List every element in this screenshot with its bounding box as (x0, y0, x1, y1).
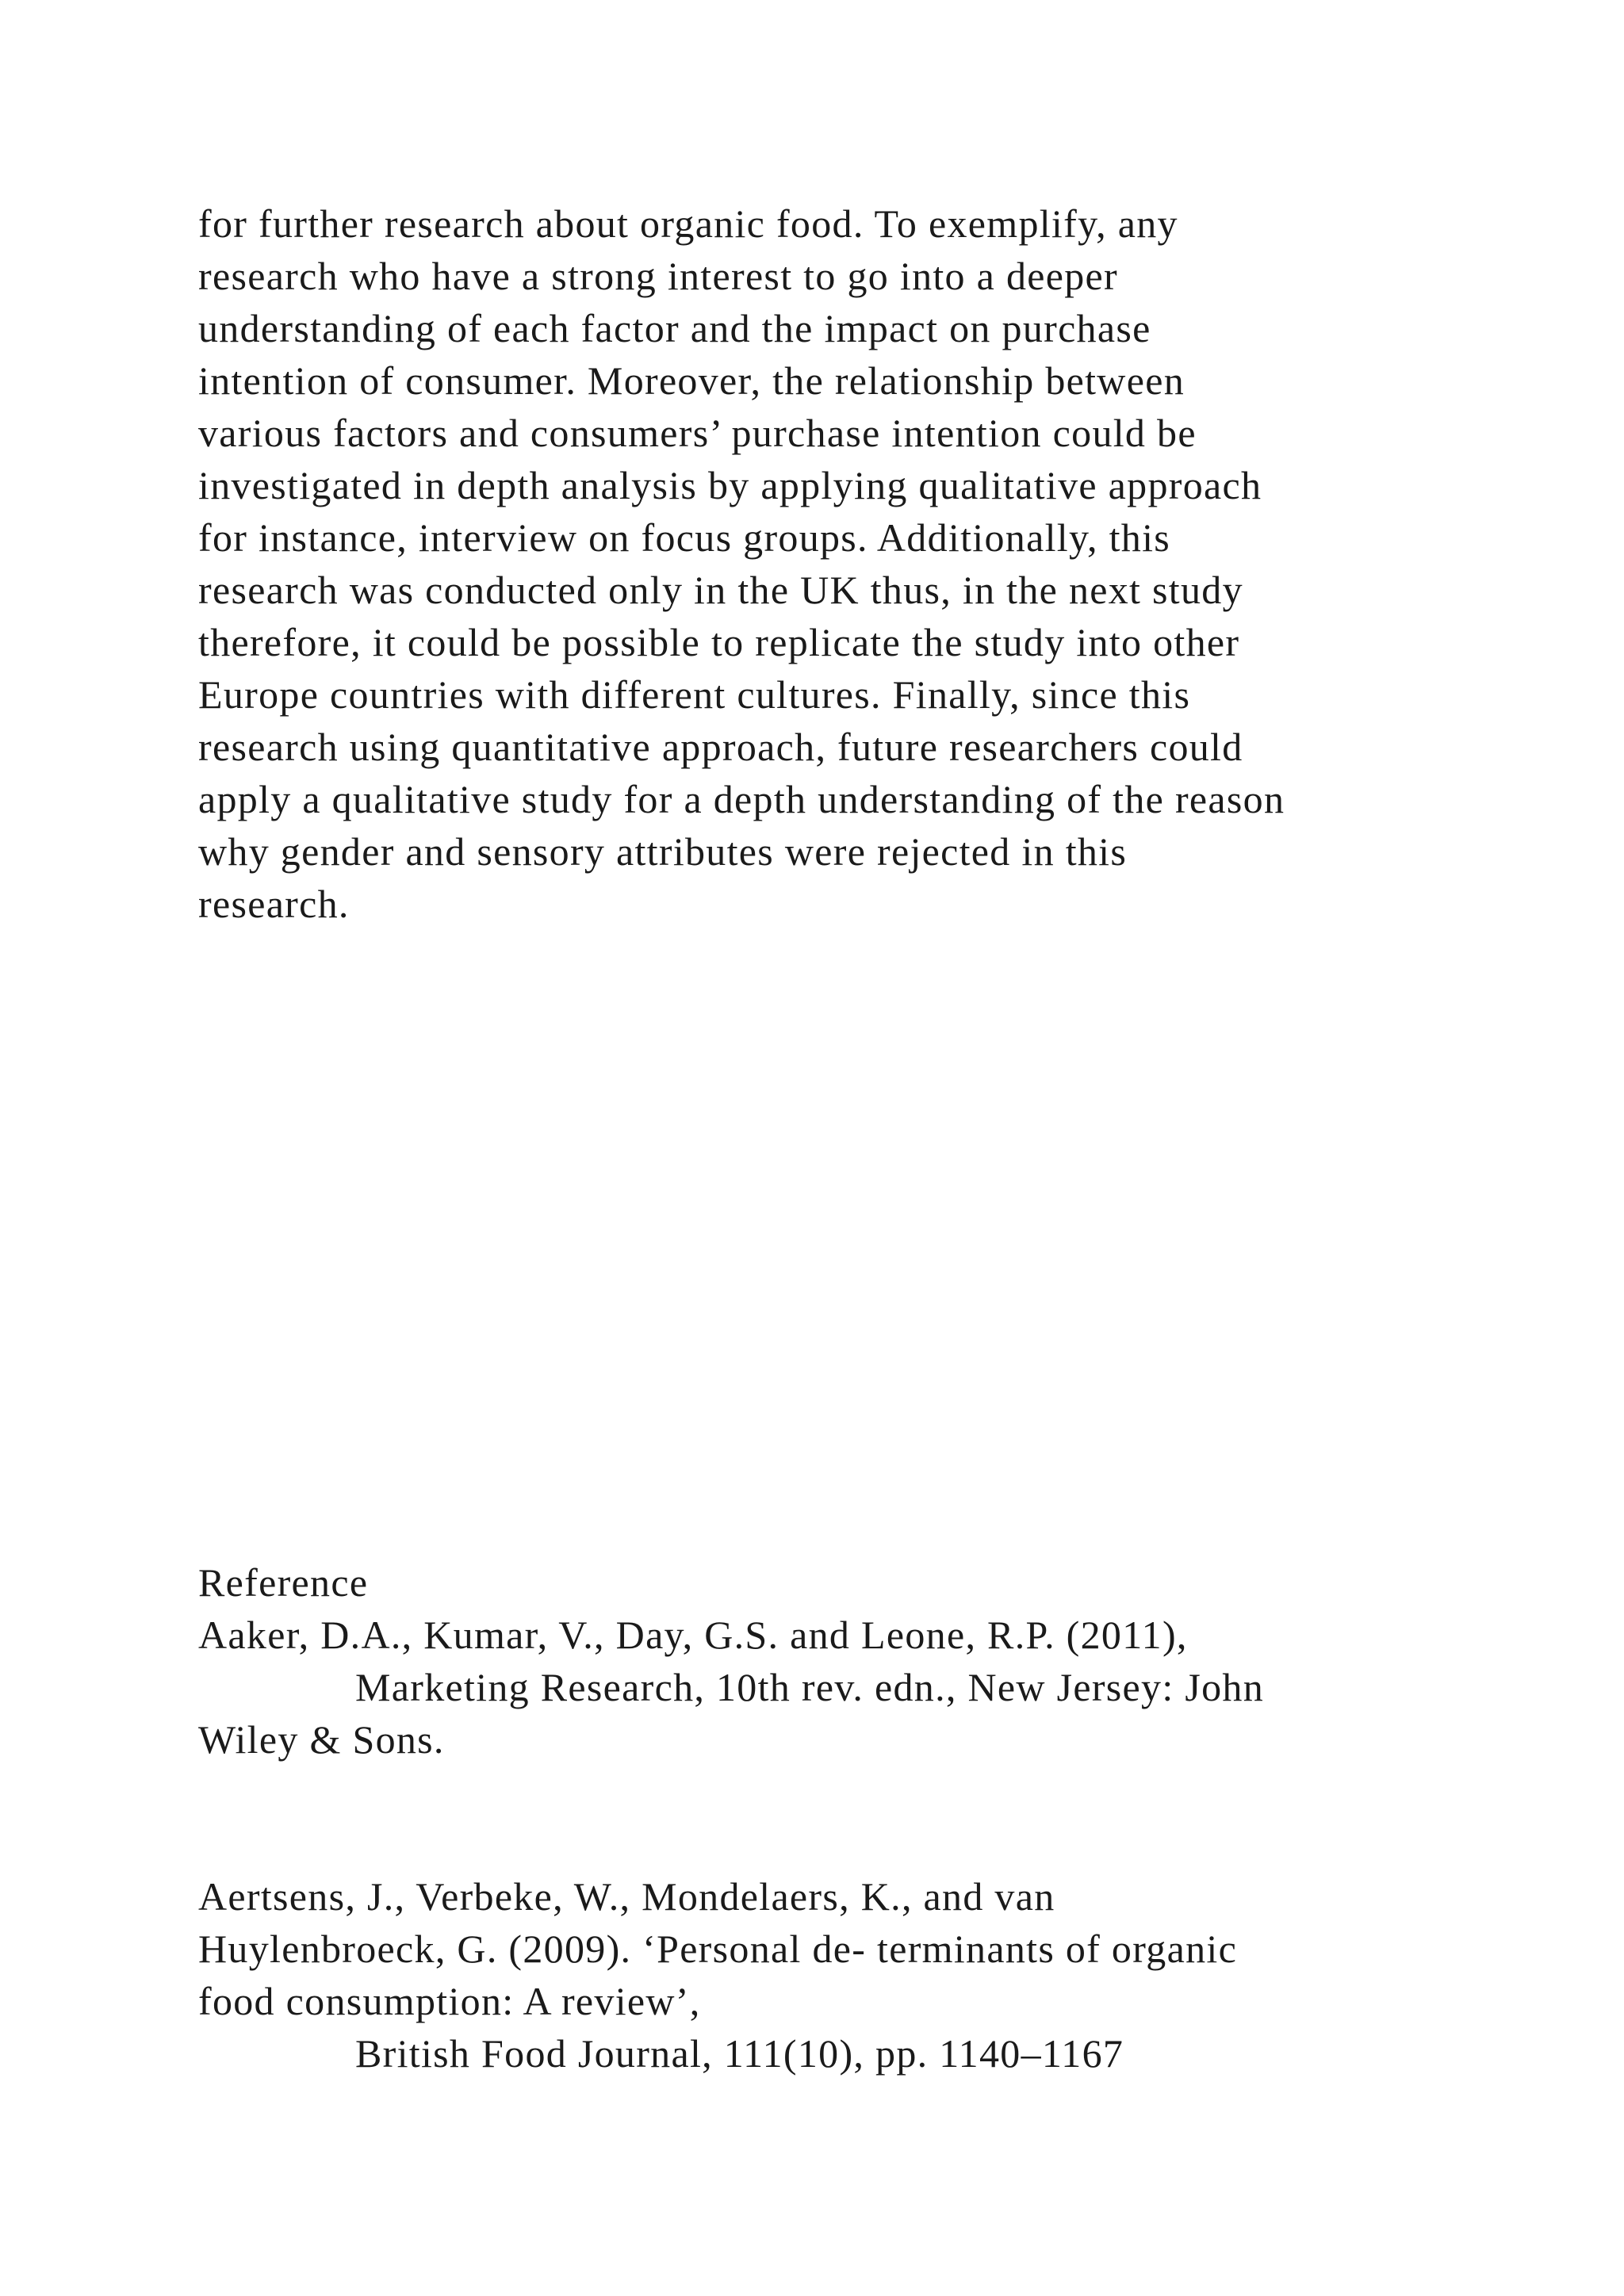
reference-line: Marketing Research, 10th rev. edn., New Jersey: John (355, 1665, 1264, 1709)
paragraph-line: research was conducted only in the UK thus, in the next study (198, 568, 1243, 612)
paragraph-line: research. (198, 882, 350, 926)
paragraph-line: therefore, it could be possible to replicate the study into other (198, 620, 1240, 664)
paragraph-line: for further research about organic food. To exemplify, any (198, 201, 1178, 246)
paragraph-line: investigated in depth analysis by applying qualitative approach (198, 463, 1262, 507)
reference-line: Huylenbroeck, G. (2009). ‘Personal de- terminants of organic (198, 1927, 1238, 1971)
paragraph-line: apply a qualitative study for a depth understanding of the reason (198, 777, 1285, 821)
reference-line: Wiley & Sons. (198, 1717, 445, 1762)
paragraph-line: intention of consumer. Moreover, the relationship between (198, 358, 1185, 403)
reference-line: Aaker, D.A., Kumar, V., Day, G.S. and Leone, R.P. (2011), (198, 1613, 1188, 1657)
paragraph-line: why gender and sensory attributes were rejected in this (198, 829, 1128, 874)
reference-line: British Food Journal, 111(10), pp. 1140–1167 (355, 2031, 1124, 2076)
paragraph-line: understanding of each factor and the impact on purchase (198, 306, 1151, 350)
references-heading: Reference (198, 1560, 369, 1605)
paragraph-line: for instance, interview on focus groups. Additionally, this (198, 515, 1171, 560)
reference-line: food consumption: A review’, (198, 1979, 701, 2023)
paragraph-line: research who have a strong interest to go into a deeper (198, 254, 1118, 298)
reference-line: Aertsens, J., Verbeke, W., Mondelaers, K., and van (198, 1874, 1055, 1919)
paragraph-line: various factors and consumers’ purchase intention could be (198, 411, 1197, 455)
paragraph-line: research using quantitative approach, future researchers could (198, 725, 1243, 769)
paragraph-line: Europe countries with different cultures. Finally, since this (198, 672, 1191, 717)
